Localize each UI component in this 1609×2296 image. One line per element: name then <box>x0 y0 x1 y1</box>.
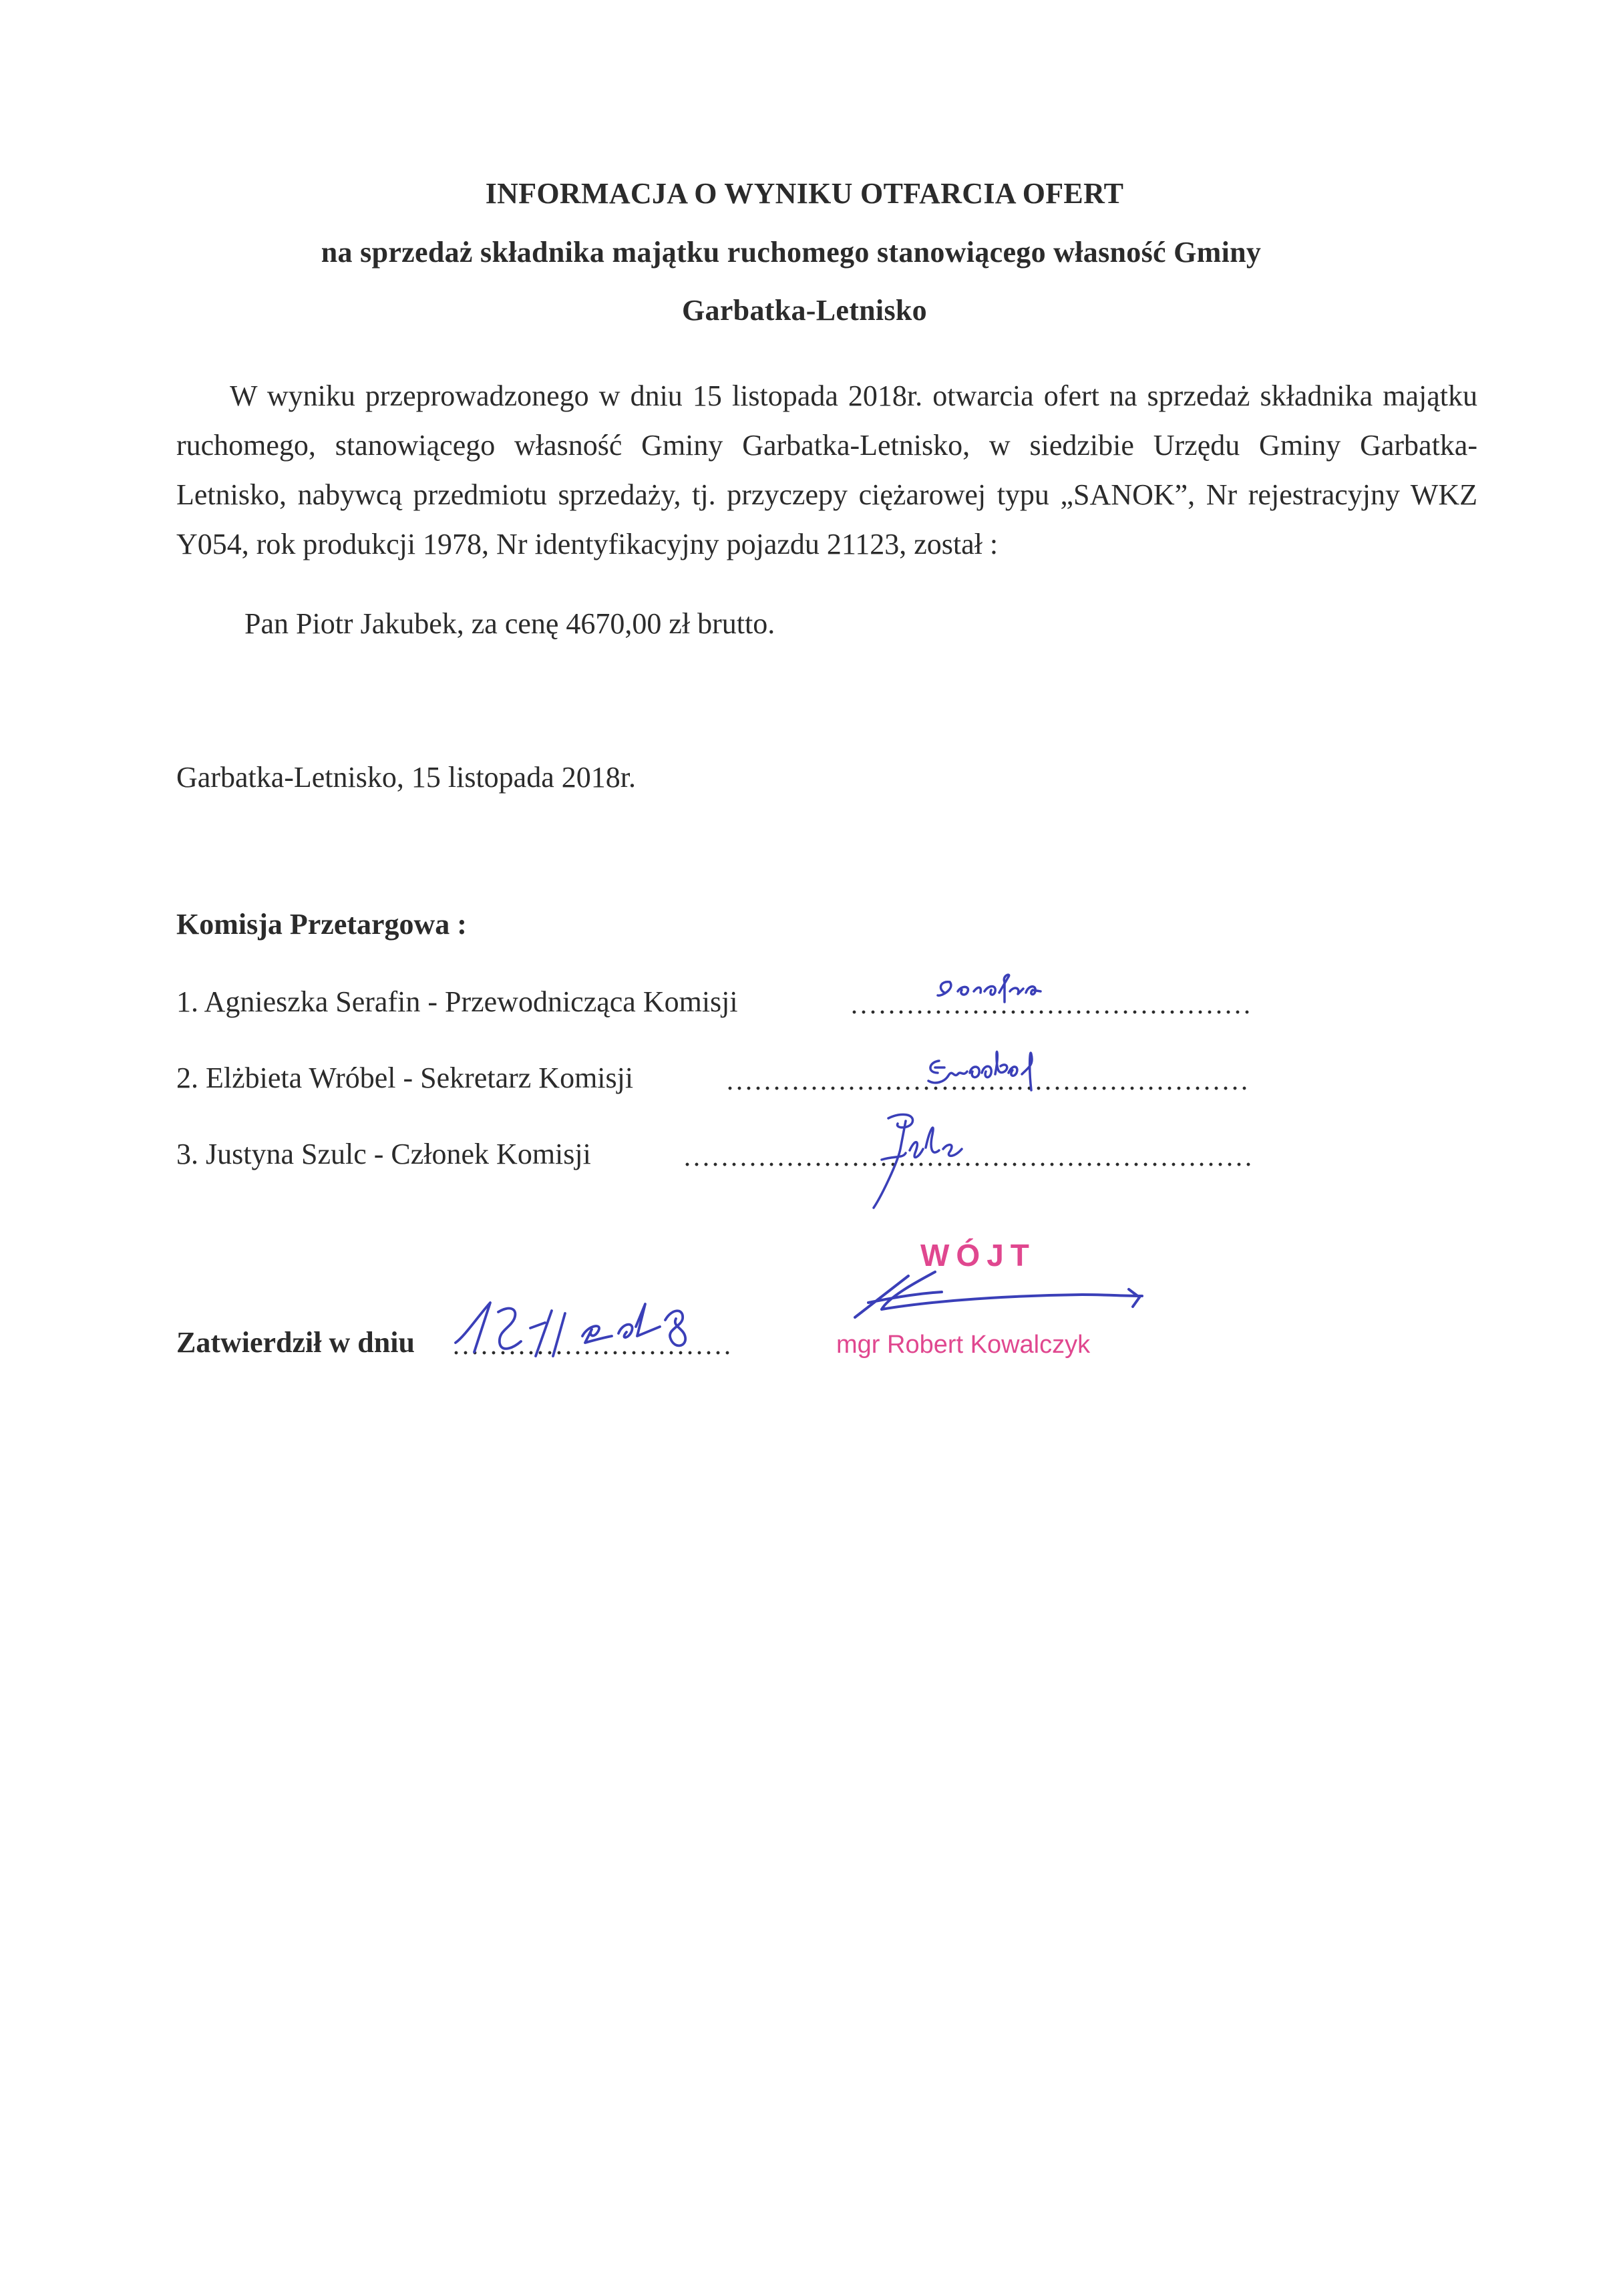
signature-wrobel <box>922 1034 1095 1108</box>
handwritten-approval-date <box>452 1289 745 1363</box>
commission-member-2: 2. Elżbieta Wróbel - Sekretarz Komisji <box>176 1061 634 1094</box>
document-title: INFORMACJA O WYNIKU OTFARCIA OFERT <box>485 177 1124 210</box>
signature-wojt <box>842 1263 1162 1336</box>
signature-szulc <box>842 1102 1002 1209</box>
stamp-name: mgr Robert Kowalczyk <box>836 1331 1091 1359</box>
commission-member-1: 1. Agnieszka Serafin - Przewodnicząca Komisji <box>176 985 738 1018</box>
approval-label: Zatwierdził w dniu <box>176 1326 415 1359</box>
place-date: Garbatka-Letnisko, 15 listopada 2018r. <box>176 761 636 794</box>
main-paragraph: W wyniku przeprowadzonego w dniu 15 listopada 2018r. otwarcia ofert na sprzedaż składnika majątku ruchomego, stanowiącego własność Gminy Garbatka-Letnisko, w siedzibie Urzędu Gminy Garbatka-Letnisko, nabywcą przedmiotu sprzedaży, tj. przyczepy ciężarowej typu „SANOK”, Nr rejestracyjny WKZ Y054, rok produkcji 1978, Nr identyfikacyjny pojazdu 21123, został : <box>176 379 1477 560</box>
stamp-title: WÓJT <box>920 1238 1036 1273</box>
buyer-line: Pan Piotr Jakubek, za cenę 4670,00 zł brutto. <box>244 607 775 640</box>
commission-member-3: 3. Justyna Szulc - Członek Komisji <box>176 1138 591 1170</box>
commission-heading: Komisja Przetargowa : <box>176 908 467 941</box>
document-subtitle-municipality: Garbatka-Letnisko <box>682 294 927 327</box>
document-subtitle: na sprzedaż składnika majątku ruchomego stanowiącego własność Gminy <box>321 236 1262 269</box>
signature-serafin <box>935 962 1089 1015</box>
